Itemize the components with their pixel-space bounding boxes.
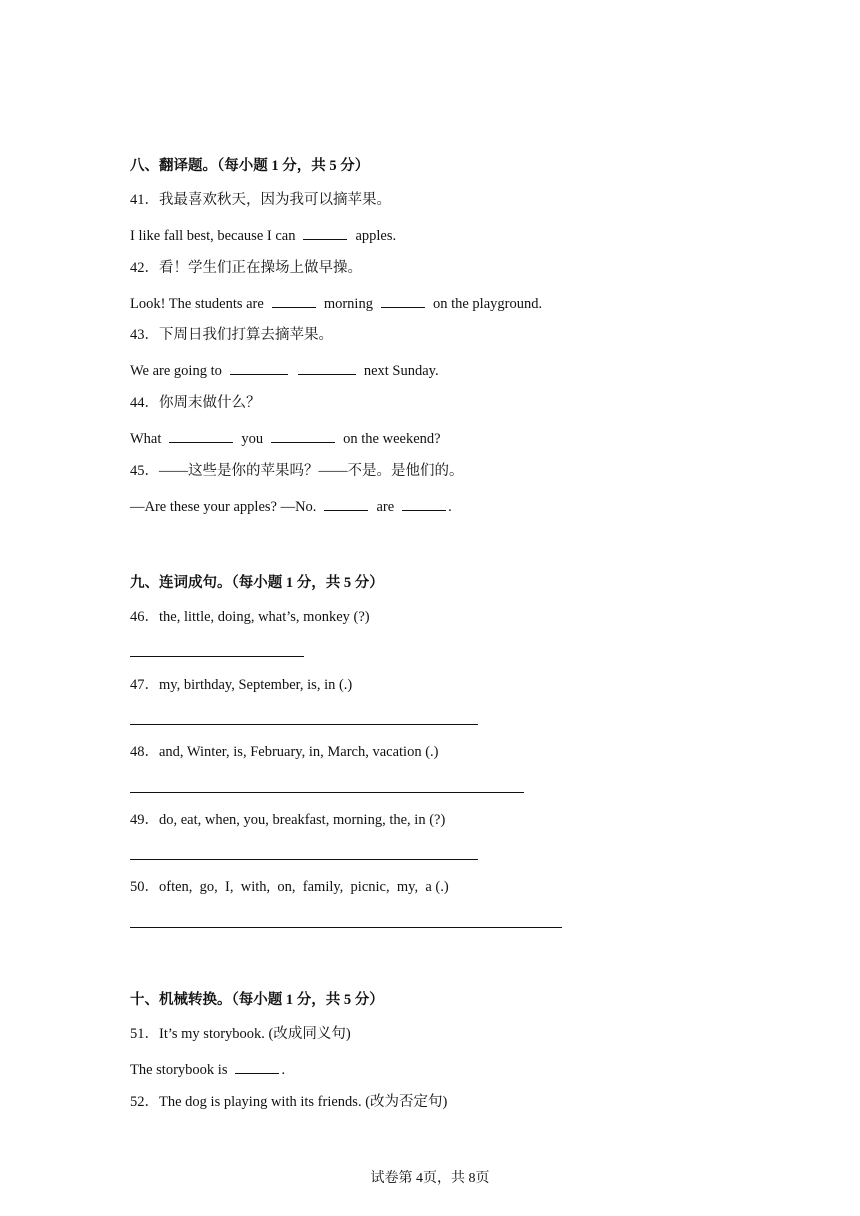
q41-number: 41． xyxy=(130,192,159,208)
q41-blank[interactable] xyxy=(303,225,347,240)
q47-answer-line[interactable] xyxy=(130,724,478,725)
q44-blank-1[interactable] xyxy=(169,428,233,443)
q50-prompt xyxy=(130,878,449,896)
q51-text: It’s my storybook. (改成同义句) xyxy=(159,1026,351,1042)
q44-text-b: you xyxy=(241,431,264,447)
q44-chinese: 你周末做什么？ xyxy=(159,395,261,411)
q43-blank-1[interactable] xyxy=(230,360,288,375)
q45-blank-1[interactable] xyxy=(324,496,368,511)
q47-words: my, birthday, September, is, in (.) xyxy=(159,677,353,693)
q51-number: 51． xyxy=(130,1026,159,1042)
q43-prompt xyxy=(130,326,333,344)
q47-number: 47． xyxy=(130,677,159,693)
q44-number: 44． xyxy=(130,395,159,411)
q47-prompt xyxy=(130,676,352,694)
q52-prompt xyxy=(130,1093,447,1111)
q51-answer xyxy=(130,1059,285,1079)
q49-prompt xyxy=(130,811,445,829)
q45-text-a: —Are these your apples? —No. xyxy=(130,499,317,515)
q41-text-a: I like fall best, because I can xyxy=(130,228,296,244)
q51-text-b: . xyxy=(281,1062,286,1078)
q42-text-c: on the playground. xyxy=(432,296,543,312)
q50-words: often, go, I, with, on, family, picnic, my, a (.) xyxy=(159,879,449,895)
q51-prompt xyxy=(130,1025,351,1043)
q46-number: 46． xyxy=(130,609,159,625)
section9-title: 九、连词成句。（每小题 1 分，共 5 分） xyxy=(130,575,384,591)
q44-english xyxy=(130,428,441,448)
q45-number: 45． xyxy=(130,463,159,479)
q46-answer-line[interactable] xyxy=(130,656,304,657)
q42-text-b: morning xyxy=(323,296,373,312)
q45-text-b: are xyxy=(376,499,395,515)
q43-chinese: 下周日我们打算去摘苹果。 xyxy=(159,327,333,343)
q41-chinese: 我最喜欢秋天，因为我可以摘苹果。 xyxy=(159,192,391,208)
q41-english xyxy=(130,225,396,245)
q43-text-a: We are going to xyxy=(130,363,222,379)
section8-title: 八、翻译题。（每小题 1 分，共 5 分） xyxy=(130,158,370,174)
q51-blank[interactable] xyxy=(235,1059,279,1074)
q44-text-c: on the weekend? xyxy=(343,431,441,447)
q48-number: 48． xyxy=(130,744,159,760)
q48-prompt xyxy=(130,743,439,761)
q52-text: The dog is playing with its friends. (改为否定句) xyxy=(159,1094,448,1110)
q42-number: 42． xyxy=(130,260,159,276)
q49-words: do, eat, when, you, breakfast, morning, the, in (?) xyxy=(159,812,446,828)
section10-title: 十、机械转换。（每小题 1 分，共 5 分） xyxy=(130,992,384,1008)
q45-chinese: ——这些是你的苹果吗？——不是。是他们的。 xyxy=(159,463,464,479)
q51-text-a: The storybook is xyxy=(130,1062,228,1078)
q41-text-b: apples. xyxy=(355,228,397,244)
q42-blank-2[interactable] xyxy=(381,293,425,308)
q44-prompt xyxy=(130,394,261,412)
q49-number: 49． xyxy=(130,812,159,828)
q42-blank-1[interactable] xyxy=(272,293,316,308)
q42-english xyxy=(130,293,542,313)
q42-prompt xyxy=(130,259,362,277)
q45-prompt xyxy=(130,462,464,480)
q41-prompt xyxy=(130,191,391,209)
q46-prompt xyxy=(130,608,370,626)
q43-blank-2[interactable] xyxy=(298,360,356,375)
q52-number: 52． xyxy=(130,1094,159,1110)
q44-text-a: What xyxy=(130,431,162,447)
q49-answer-line[interactable] xyxy=(130,859,478,860)
q42-chinese: 看！学生们正在操场上做早操。 xyxy=(159,260,362,276)
q43-english xyxy=(130,360,439,380)
q48-answer-line[interactable] xyxy=(130,792,524,793)
q44-blank-2[interactable] xyxy=(271,428,335,443)
q50-number: 50． xyxy=(130,879,159,895)
q46-words: the, little, doing, what’s, monkey (?) xyxy=(159,609,370,625)
page-footer: 试卷第 4页，共 8页 xyxy=(370,1171,490,1186)
q43-text-b: next Sunday. xyxy=(363,363,439,379)
q50-answer-line[interactable] xyxy=(130,927,562,928)
q42-text-a: Look! The students are xyxy=(130,296,264,312)
q43-number: 43． xyxy=(130,327,159,343)
q45-blank-2[interactable] xyxy=(402,496,446,511)
q48-words: and, Winter, is, February, in, March, vacation (.) xyxy=(159,744,439,760)
q45-text-c: . xyxy=(448,499,452,515)
q45-english xyxy=(130,496,452,516)
